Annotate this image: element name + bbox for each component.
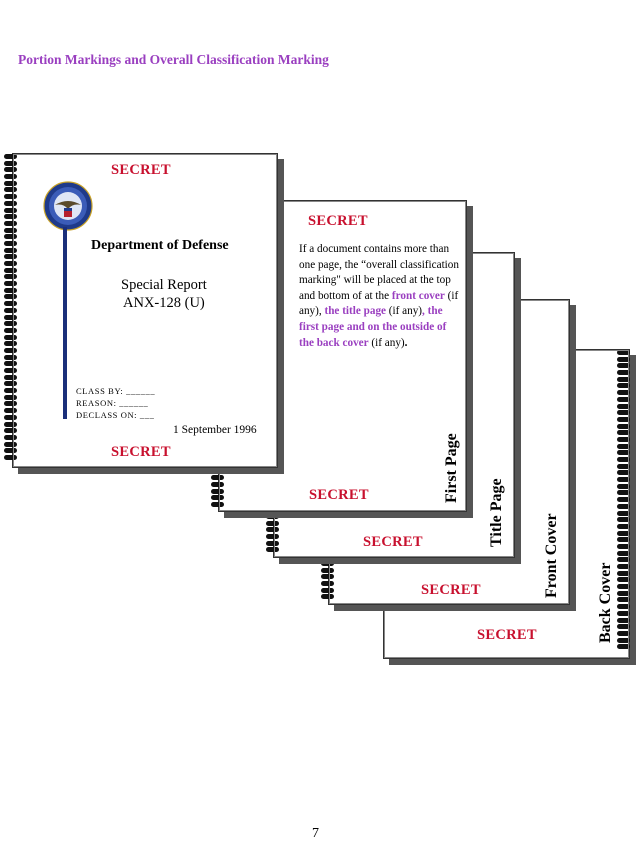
accent-bar [63, 227, 67, 419]
spiral-ring [4, 368, 17, 373]
spiral-ring [617, 490, 630, 495]
spiral-ring [617, 404, 630, 409]
spiral-binding [4, 154, 17, 462]
department-name: Department of Defense [91, 238, 229, 253]
spiral-ring [617, 363, 630, 368]
classification-explanation: If a document contains more than one page, the “overall classification marking" will be placed at the top and bottom of at the front cover (if any), the title page (if any), the first page and on the outside of the back cover (if any). [299, 243, 459, 349]
class-by-line: CLASS BY: ______ [76, 386, 156, 396]
secret-marking-bottom: SECRET [309, 487, 369, 503]
spiral-ring [4, 221, 17, 226]
spiral-ring [4, 201, 17, 206]
spiral-ring [211, 482, 224, 487]
report-title: Special Report [121, 277, 207, 293]
spiral-ring [4, 308, 17, 313]
spiral-ring [4, 241, 17, 246]
page-number: 7 [312, 826, 319, 841]
spiral-ring [4, 208, 17, 213]
spiral-ring [617, 484, 630, 489]
spiral-ring [4, 268, 17, 273]
spiral-ring [617, 524, 630, 529]
title-page-label: Title Page [488, 478, 505, 547]
spiral-ring [4, 422, 17, 427]
spiral-ring [617, 417, 630, 422]
spiral-ring [617, 531, 630, 536]
spiral-ring [4, 274, 17, 279]
spiral-ring [4, 167, 17, 172]
spiral-ring [4, 381, 17, 386]
spiral-ring [266, 534, 279, 539]
spiral-ring [617, 350, 630, 355]
spiral-ring [617, 450, 630, 455]
spiral-ring [4, 154, 17, 159]
spiral-ring [617, 644, 630, 649]
spiral-ring [4, 281, 17, 286]
spiral-ring [4, 361, 17, 366]
secret-marking-bottom: SECRET [477, 627, 537, 643]
spiral-ring [4, 442, 17, 447]
spiral-ring [617, 557, 630, 562]
back-cover-label: Back Cover [597, 562, 614, 643]
spiral-ring [4, 341, 17, 346]
declass-on-line: DECLASS ON: ___ [76, 410, 155, 420]
spiral-ring [617, 377, 630, 382]
spiral-ring [4, 194, 17, 199]
spiral-ring [617, 624, 630, 629]
spiral-ring [617, 430, 630, 435]
spiral-binding [617, 350, 630, 651]
spiral-ring [617, 604, 630, 609]
spiral-ring [266, 514, 279, 519]
spiral-ring [617, 383, 630, 388]
spiral-ring [4, 214, 17, 219]
spiral-ring [617, 544, 630, 549]
first-page-label: First Page [443, 433, 460, 503]
spiral-ring [211, 469, 224, 474]
spiral-ring [4, 254, 17, 259]
spiral-ring [617, 437, 630, 442]
spiral-ring [4, 174, 17, 179]
spiral-ring [617, 631, 630, 636]
spiral-ring [617, 497, 630, 502]
front-cover-label: Front Cover [543, 513, 560, 598]
secret-marking-bottom: SECRET [111, 444, 171, 460]
reason-line: REASON: ______ [76, 398, 149, 408]
spiral-ring [211, 502, 224, 507]
document-cover-sheet [12, 153, 278, 468]
spiral-ring [4, 355, 17, 360]
spiral-ring [4, 388, 17, 393]
spiral-ring [617, 638, 630, 643]
spiral-ring [4, 261, 17, 266]
spiral-ring [617, 517, 630, 522]
spiral-ring [4, 294, 17, 299]
secret-marking-top: SECRET [308, 213, 368, 229]
spiral-ring [321, 588, 334, 593]
spiral-ring [617, 410, 630, 415]
secret-marking-top: SECRET [111, 162, 171, 178]
spiral-ring [617, 597, 630, 602]
spiral-ring [211, 489, 224, 494]
spiral-ring [617, 591, 630, 596]
spiral-ring [321, 568, 334, 573]
spiral-ring [4, 435, 17, 440]
spiral-ring [617, 537, 630, 542]
spiral-ring [617, 477, 630, 482]
spiral-ring [4, 321, 17, 326]
spiral-ring [321, 561, 334, 566]
spiral-ring [266, 541, 279, 546]
spiral-ring [4, 288, 17, 293]
spiral-ring [617, 511, 630, 516]
spiral-ring [211, 475, 224, 480]
spiral-ring [4, 408, 17, 413]
dod-seal-icon [43, 181, 93, 231]
spiral-ring [4, 234, 17, 239]
spiral-ring [4, 228, 17, 233]
spiral-ring [4, 315, 17, 320]
spiral-ring [617, 611, 630, 616]
secret-marking-bottom: SECRET [421, 582, 481, 598]
report-id: ANX-128 (U) [123, 295, 205, 311]
spiral-ring [617, 470, 630, 475]
spiral-ring [617, 397, 630, 402]
spiral-ring [617, 564, 630, 569]
spiral-ring [617, 551, 630, 556]
spiral-ring [266, 521, 279, 526]
spiral-ring [617, 504, 630, 509]
spiral-ring [4, 401, 17, 406]
spiral-ring [617, 464, 630, 469]
secret-marking-bottom: SECRET [363, 534, 423, 550]
page-heading: Portion Markings and Overall Classification Marking [18, 52, 329, 67]
spiral-ring [211, 495, 224, 500]
spiral-ring [4, 428, 17, 433]
spiral-ring [4, 301, 17, 306]
spiral-ring [4, 348, 17, 353]
spiral-ring [321, 581, 334, 586]
spiral-ring [4, 161, 17, 166]
spiral-ring [617, 618, 630, 623]
spiral-ring [4, 335, 17, 340]
spiral-ring [617, 577, 630, 582]
spiral-ring [4, 448, 17, 453]
spiral-ring [617, 370, 630, 375]
spiral-ring [266, 527, 279, 532]
spiral-ring [617, 457, 630, 462]
spiral-ring [617, 357, 630, 362]
spiral-ring [4, 395, 17, 400]
spiral-ring [4, 375, 17, 380]
spiral-ring [4, 248, 17, 253]
spiral-ring [617, 444, 630, 449]
spiral-ring [4, 415, 17, 420]
spiral-ring [617, 584, 630, 589]
spiral-ring [321, 594, 334, 599]
spiral-ring [4, 187, 17, 192]
spiral-ring [617, 390, 630, 395]
spiral-ring [617, 424, 630, 429]
spiral-ring [617, 571, 630, 576]
spiral-ring [266, 547, 279, 552]
spiral-ring [321, 574, 334, 579]
spiral-ring [4, 181, 17, 186]
report-date: 1 September 1996 [173, 424, 257, 436]
spiral-ring [4, 455, 17, 460]
spiral-ring [4, 328, 17, 333]
